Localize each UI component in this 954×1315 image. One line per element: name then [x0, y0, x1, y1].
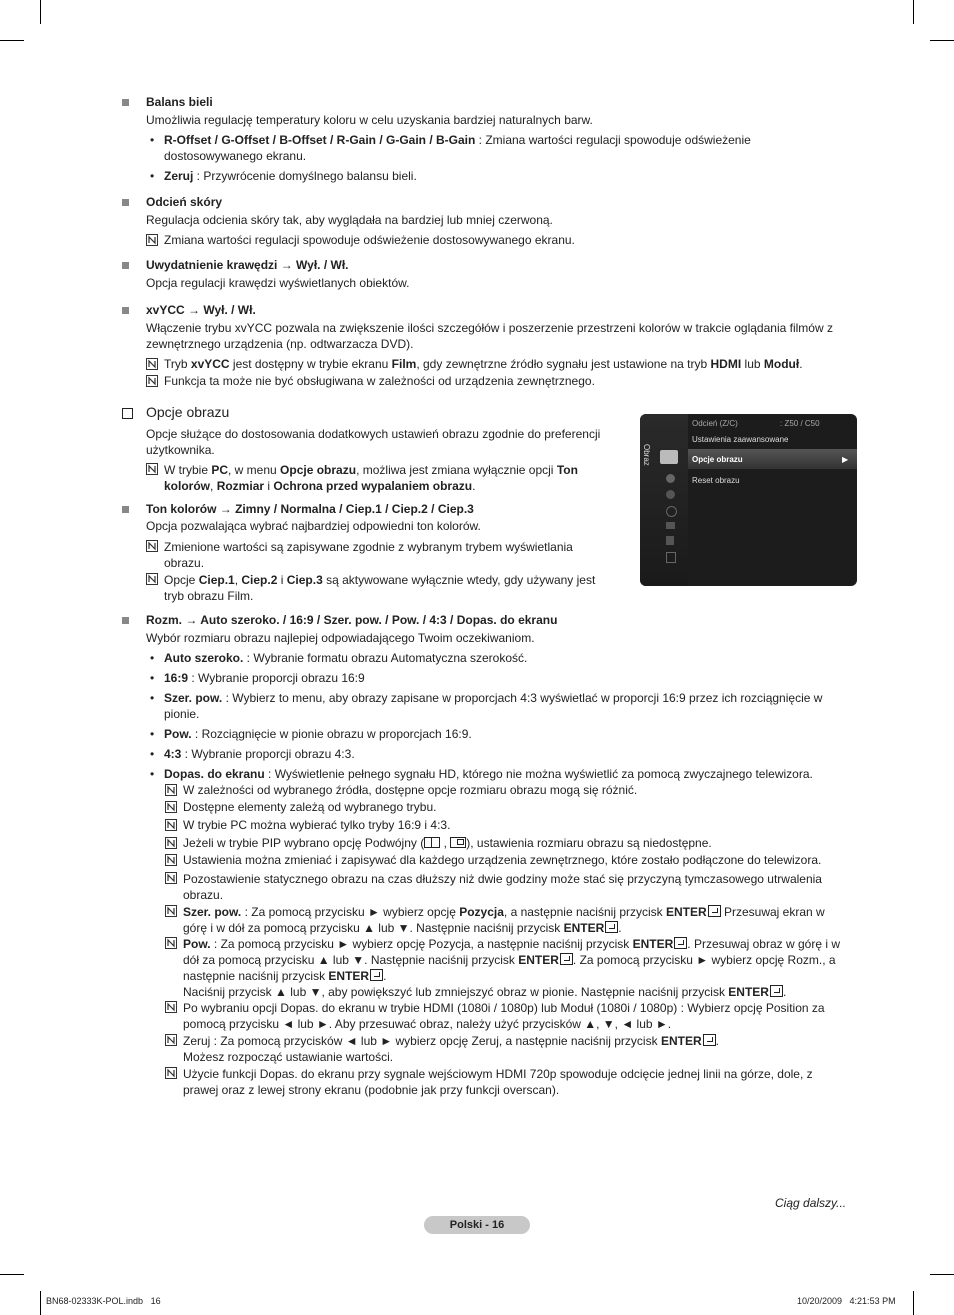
rozm-bullet-169: 16:9 : Wybranie proporcji obrazu 16:9	[164, 671, 365, 685]
enter-icon	[708, 905, 721, 917]
xvycc-note-2: Funkcja ta może nie być obsługiwana w zależności od urządzenia zewnętrznego.	[164, 374, 595, 388]
section-title-balans: Balans bieli	[146, 95, 213, 109]
rozm-bullet-auto: Auto szeroko. : Wybranie formatu obrazu Automatyczna szerokość.	[164, 651, 528, 665]
note-icon	[165, 1034, 177, 1046]
section-bullet-icon	[122, 99, 129, 106]
rozm-note-9: Po wybraniu opcji Dopas. do ekranu w trybie HDMI (1080i / 1080p) lub Moduł (1080i / 1080p) : Wybierz opcję Position za pomocą przycisku ◄ lub ►. Aby przesuwać obraz, należy użyć przycisków ▲, ▼, ◄ lub ►.	[183, 1001, 825, 1031]
section-bullet-icon	[122, 307, 129, 314]
enter-icon	[703, 1034, 716, 1046]
section-bullet-icon	[122, 262, 129, 269]
bullet-icon: •	[150, 691, 155, 705]
opcje-note: W trybie PC, w menu Opcje obrazu, możliwa jest zmiana wyłącznie opcji Ton kolorów, Rozmiar i Ochrona przed wypalaniem obrazu.	[164, 463, 578, 493]
continue-text: Ciąg dalszy...	[775, 1196, 847, 1210]
bullet-icon: •	[150, 651, 155, 665]
print-date: 10/20/2009 4:21:53 PM	[797, 1296, 896, 1306]
rozm-note-1: W zależności od wybranego źródła, dostępne opcje rozmiaru obrazu mogą się różnić.	[183, 783, 638, 797]
tv-menu-sidebar	[640, 414, 688, 586]
ton-note-2: Opcje Ciep.1, Ciep.2 i Ciep.3 są aktywowane wyłącznie wtedy, gdy używany jest tryb obrazu Film.	[164, 573, 596, 603]
note-icon	[165, 1067, 177, 1079]
note-icon	[146, 463, 158, 475]
tv-side-label: Obraz	[642, 444, 651, 466]
section-title-opcje: Opcje obrazu	[146, 404, 230, 420]
note-icon	[165, 819, 177, 831]
note-icon	[146, 234, 158, 246]
crop-mark	[0, 40, 24, 41]
enter-icon	[674, 937, 687, 949]
note-icon	[146, 540, 158, 552]
channel-menu-icon	[666, 490, 675, 499]
odcien-desc: Regulacja odcienia skóry tak, aby wyglądała na bardziej lub mniej czerwoną.	[146, 213, 553, 227]
rozm-note-6: Pozostawienie statycznego obrazu na czas dłuższy niż dwie godziny może stać się przyczyną tymczasowego utrwalenia obrazu.	[183, 872, 822, 902]
section-bullet-icon	[122, 617, 129, 624]
bullet-icon: •	[150, 169, 155, 183]
ton-desc: Opcja pozwalająca wybrać najbardziej odpowiedni ton kolorów.	[146, 519, 481, 533]
section-title-krawedzi: Uwydatnienie krawędzi → Wył. / Wł.	[146, 258, 349, 272]
rozm-desc: Wybór rozmiaru obrazu najlepiej odpowiadającego Twoim oczekiwaniom.	[146, 631, 535, 645]
tv-row-odcien-value: : Z50 / C50	[780, 419, 820, 428]
tv-row-reset: Reset obrazu	[692, 476, 740, 485]
bullet-icon: •	[150, 671, 155, 685]
bullet-icon: •	[150, 727, 155, 741]
tv-row-opcje-obrazu: Opcje obrazu	[692, 455, 743, 464]
xvycc-note-1: Tryb xvYCC jest dostępny w trybie ekranu Film, gdy zewnętrzne źródło sygnału jest ustawione na tryb HDMI lub Moduł.	[164, 357, 803, 371]
crop-mark	[913, 0, 914, 24]
section-bullet-icon	[122, 506, 129, 513]
opcje-desc: Opcje służące do dostosowania dodatkowych ustawień obrazu zgodnie do preferencji użytkownika.	[146, 427, 601, 457]
enter-icon	[605, 921, 618, 933]
note-icon	[165, 1001, 177, 1013]
enter-icon	[770, 985, 783, 997]
crop-mark	[930, 40, 954, 41]
note-icon	[165, 905, 177, 917]
tv-row-arrow-icon: ▶	[842, 455, 849, 464]
bullet-icon: •	[150, 133, 155, 147]
balans-bullet-zeruj: Zeruj : Przywrócenie domyślnego balansu bieli.	[164, 169, 417, 183]
rozm-note-8: Pow. : Za pomocą przycisku ► wybierz opcję Pozycja, a następnie naciśnij przycisk ENTER . Przesuwaj obraz w górę i w dół za pomocą przycisku ▲ lub ▼. Następnie naciśnij przycisk ENTER . Za pomocą przycisku ► wybierz opcję Rozm., a następnie naciśnij przycisk ENTER . Naciśnij przycisk ▲ lub ▼, aby powiększyć lub zmniejszyć obraz w pionie. Następnie naciśnij przycisk ENTER .	[183, 937, 841, 999]
section-title-rozm: Rozm. → Auto szeroko. / 16:9 / Szer. pow. / Pow. / 4:3 / Dopas. do ekranu	[146, 613, 558, 627]
enter-icon	[560, 953, 573, 965]
rozm-note-7: Szer. pow. : Za pomocą przycisku ► wybierz opcję Pozycja, a następnie naciśnij przycisk ENTER Przesuwaj ekran w górę i w dół za pomocą przycisku ▲ lub ▼. Następnie naciśnij przycisk ENTER .	[183, 905, 825, 935]
note-icon	[165, 937, 177, 949]
crop-mark	[40, 1291, 41, 1315]
section-bullet-icon	[122, 199, 129, 206]
file-name: BN68-02333K-POL.indb 16	[46, 1296, 161, 1306]
page-number: Polski - 16	[424, 1216, 530, 1234]
pip-double-icon	[424, 837, 440, 848]
rozm-note-5: Ustawienia można zmieniać i zapisywać dla każdego urządzenia zewnętrznego, które zostało podłączone do telewizora.	[183, 853, 822, 867]
pip-single-icon	[450, 837, 466, 848]
krawedzi-desc: Opcja regulacji krawędzi wyświetlanych obiektów.	[146, 276, 410, 290]
support-menu-icon	[666, 552, 676, 563]
odcien-note: Zmiana wartości regulacji spowoduje odświeżenie dostosowywanego ekranu.	[164, 233, 575, 247]
rozm-bullet-dopas: Dopas. do ekranu : Wyświetlenie pełnego sygnału HD, którego nie można wyświetlić za pomocą zwyczajnego telewizora.	[164, 767, 813, 781]
tv-menu-screenshot	[640, 414, 857, 586]
rozm-note-10: Zeruj : Za pomocą przycisków ◄ lub ► wybierz opcję Zeruj, a następnie naciśnij przycisk ENTER . Możesz rozpocząć ustawianie wartości.	[183, 1034, 719, 1064]
setup-gear-icon	[666, 506, 677, 517]
picture-menu-icon	[660, 450, 678, 464]
note-icon	[146, 375, 158, 387]
tv-row-odcien-label: Odcień (Z/C)	[692, 419, 738, 428]
note-icon	[165, 801, 177, 813]
checkbox-square-icon	[122, 408, 133, 419]
note-icon	[146, 358, 158, 370]
sound-menu-icon	[666, 474, 675, 483]
ton-note-1: Zmienione wartości są zapisywane zgodnie z wybranym trybem wyświetlania obrazu.	[164, 540, 573, 570]
crop-mark	[40, 0, 41, 24]
section-title-xvycc: xvYCC → Wył. / Wł.	[146, 303, 256, 317]
application-menu-icon	[666, 536, 674, 545]
note-icon	[165, 837, 177, 849]
xvycc-desc: Włączenie trybu xvYCC pozwala na zwiększenie ilości szczegółów i poszerzenie przestrzeni kolorów w trakcie oglądania filmów z zewnętrznego urządzenia (np. odtwarzacza DVD).	[146, 321, 833, 351]
enter-icon	[370, 969, 383, 981]
rozm-note-11: Użycie funkcji Dopas. do ekranu przy sygnale wejściowym HDMI 720p spowoduje odcięcie jednej linii na górze, dole, z prawej oraz z lewej strony ekranu (podobnie jak przy funkcji overscan).	[183, 1067, 813, 1097]
bullet-icon: •	[150, 767, 155, 781]
input-menu-icon	[666, 522, 675, 529]
crop-mark	[0, 1274, 24, 1275]
note-icon	[165, 854, 177, 866]
note-icon	[165, 872, 177, 884]
rozm-note-3: W trybie PC można wybierać tylko tryby 16:9 i 4:3.	[183, 818, 451, 832]
section-title-ton: Ton kolorów → Zimny / Normalna / Ciep.1 / Ciep.2 / Ciep.3	[146, 502, 474, 516]
rozm-bullet-szerpow: Szer. pow. : Wybierz to menu, aby obrazy zapisane w proporcjach 4:3 wyświetlać w proporcji 16:9 przez ich rozciągnięcie w pionie.	[164, 691, 823, 721]
balans-desc: Umożliwia regulację temperatury koloru w celu uzyskania bardziej naturalnych barw.	[146, 113, 593, 127]
crop-mark	[930, 1274, 954, 1275]
note-icon	[146, 573, 158, 585]
rozm-note-2: Dostępne elementy zależą od wybranego trybu.	[183, 800, 437, 814]
section-title-odcien: Odcień skóry	[146, 195, 223, 209]
balans-bullet-offsets: R-Offset / G-Offset / B-Offset / R-Gain / G-Gain / B-Gain : Zmiana wartości regulacji spowoduje odświeżenie dostosowywanego ekranu.	[164, 133, 751, 163]
note-icon	[165, 784, 177, 796]
rozm-bullet-pow: Pow. : Rozciągnięcie w pionie obrazu w proporcjach 16:9.	[164, 727, 472, 741]
crop-mark	[913, 1291, 914, 1315]
bullet-icon: •	[150, 747, 155, 761]
rozm-bullet-43: 4:3 : Wybranie proporcji obrazu 4:3.	[164, 747, 355, 761]
rozm-note-4: Jeżeli w trybie PIP wybrano opcję Podwójny ( , ), ustawienia rozmiaru obrazu są niedostępne.	[183, 836, 712, 850]
tv-row-ustawienia: Ustawienia zaawansowane	[692, 435, 789, 444]
